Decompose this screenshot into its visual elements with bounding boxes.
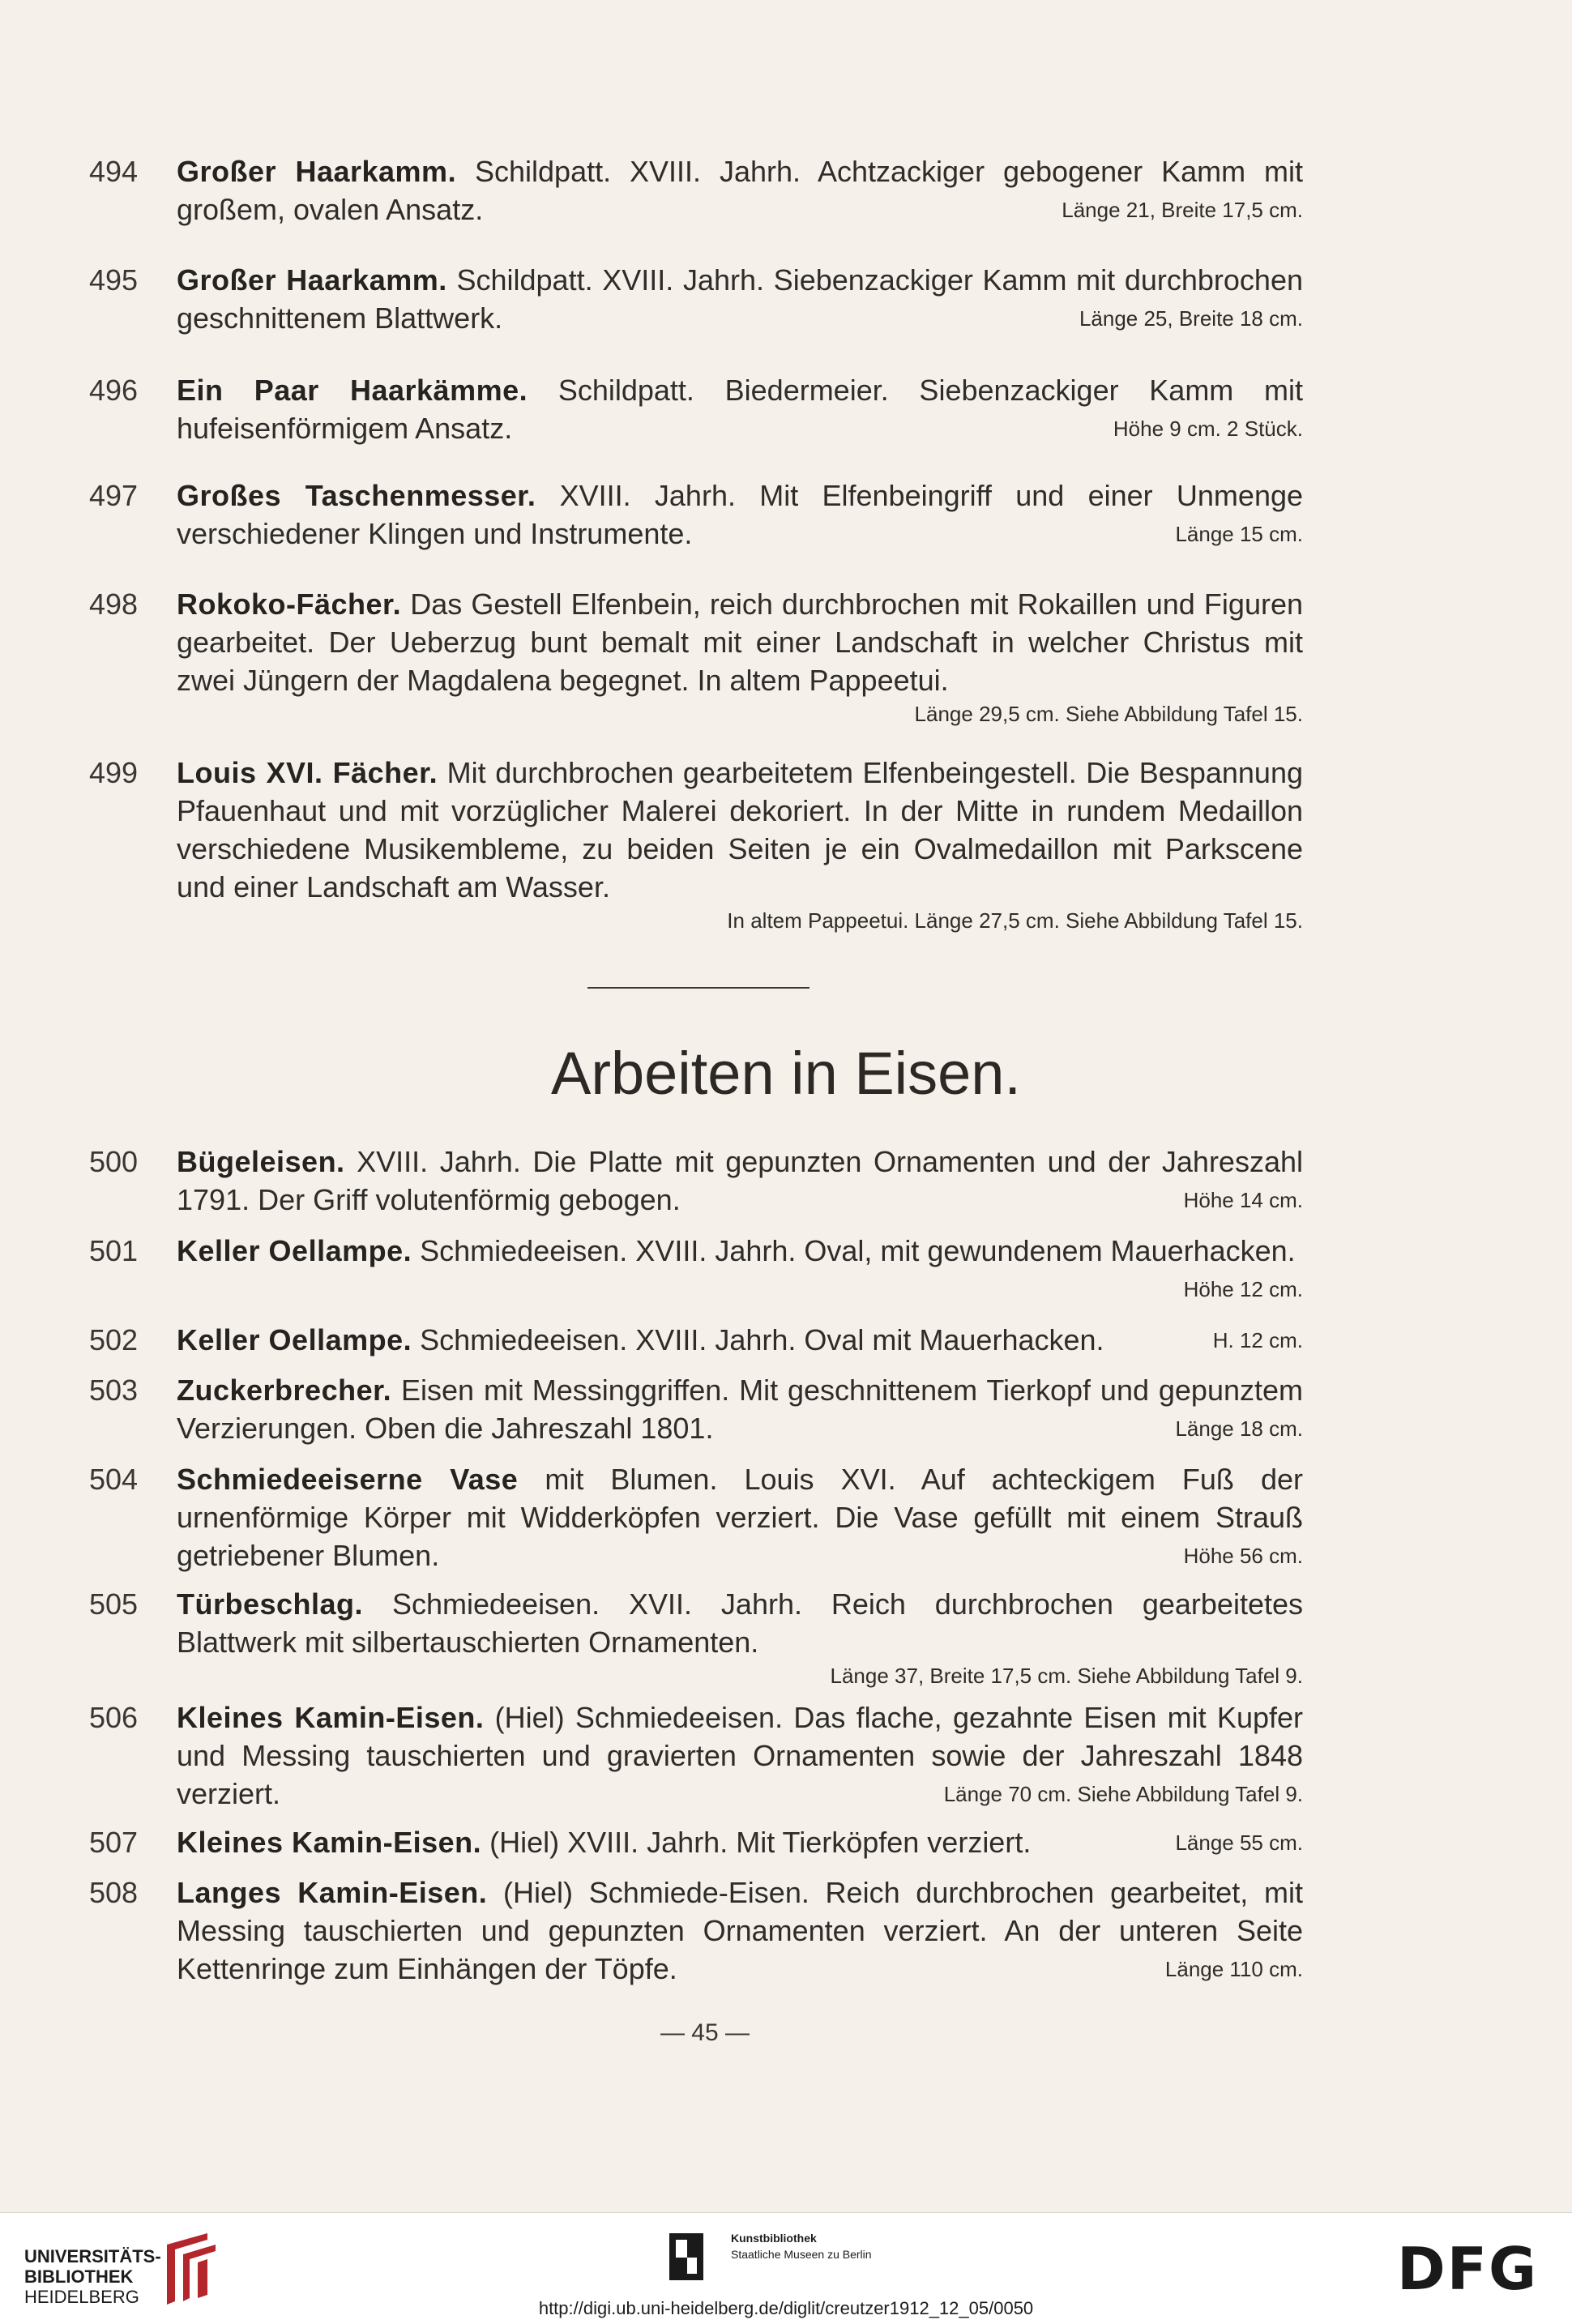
catalog-entry-498 [89, 585, 1305, 730]
catalog-entry-507 [89, 1823, 1305, 1861]
entry-measure: Länge 21, Breite 17,5 cm. [1062, 198, 1303, 222]
entry-title: Kleines Kamin-Eisen. [177, 1701, 485, 1734]
ub-logo-line: HEIDELBERG [24, 2287, 139, 2307]
ub-logo-line: UNIVERSITÄTS- [24, 2246, 161, 2266]
entry-text: XVIII. Jahrh. Mit Elfenbeingriff und einer Unmenge verschiedener Klingen und Instrumente. [177, 479, 1304, 550]
entry-text: Mit durchbrochen gearbeitetem Elfenbeingestell. Die Bespannung Pfauenhaut und mit vorzüglicher Malerei dekoriert. In der Mitte in rundem Medaillon verschiedene Musikembleme, zu beiden Seiten je ein Ovalmedaillon mit Parkscene und einer Landschaft am Wasser. [177, 756, 1303, 904]
entry-body [177, 1143, 1303, 1219]
entry-number: 497 [89, 479, 139, 512]
entry-number: 506 [89, 1701, 139, 1734]
catalog-entry-504 [89, 1460, 1305, 1574]
entry-number: 495 [89, 263, 139, 297]
entry-title: Kleines Kamin-Eisen. [177, 1826, 482, 1859]
entry-measure: In altem Pappeetui. Länge 27,5 cm. Siehe Abbildung Tafel 15. [727, 908, 1303, 933]
entry-number: 502 [89, 1323, 139, 1356]
entry-number: 499 [89, 756, 139, 789]
entry-text: Schmiedeeisen. XVII. Jahrh. Reich durchbrochen gearbeitetes Blattwerk mit silbertauschierten Ornamenten. [177, 1587, 1303, 1659]
entry-body [177, 1823, 1303, 1861]
entry-title: Keller Oellampe. [177, 1323, 412, 1356]
entry-text: (Hiel) Schmiedeeisen. Das flache, gezahnte Eisen mit Kupfer und Messing tauschierten und gravierten Ornamenten sowie der Jahreszahl 1848 verziert. [177, 1701, 1303, 1810]
entry-number: 505 [89, 1587, 139, 1621]
entry-number: 501 [89, 1234, 139, 1267]
entry-measure: Höhe 9 cm. 2 Stück. [1113, 417, 1303, 441]
entry-title: Rokoko-Fächer. [177, 587, 402, 621]
entry-title: Keller Oellampe. [177, 1234, 412, 1267]
entry-measure: Höhe 14 cm. [1183, 1188, 1303, 1212]
section-title: Arbeiten in Eisen. [550, 1040, 1021, 1107]
entry-body [177, 1232, 1303, 1301]
entry-title: Türbeschlag. [177, 1587, 364, 1621]
entry-body [177, 476, 1303, 553]
catalog-entry-501 [89, 1232, 1305, 1305]
catalog-entry-508 [89, 1873, 1305, 1988]
entry-measure: Länge 55 cm. [1175, 1831, 1303, 1855]
kb-label-line: Kunstbibliothek [731, 2232, 817, 2245]
entry-text: Schildpatt. XVIII. Jahrh. Siebenzackiger Kamm mit durchbrochen geschnittenem Blattwerk. [177, 263, 1303, 335]
entry-measure: Länge 110 cm. [1164, 1957, 1303, 1981]
entry-text: Schmiedeeisen. XVIII. Jahrh. Oval, mit gewundenem Mauerhacken. [412, 1234, 1296, 1267]
entry-number: 504 [89, 1463, 139, 1496]
entry-number: 507 [89, 1826, 139, 1859]
kunstbibliothek-logo-icon [669, 2233, 703, 2280]
entry-text: (Hiel) XVIII. Jahrh. Mit Tierköpfen verziert. [481, 1826, 1032, 1859]
catalog-entry-502 [89, 1321, 1305, 1359]
entry-text: Eisen mit Messinggriffen. Mit geschnittenem Tierkopf und gepunztem Verzierungen. Oben die Jahreszahl 1801. [177, 1373, 1303, 1445]
entry-body [177, 1698, 1303, 1813]
catalog-entry-503 [89, 1371, 1305, 1447]
entry-body [177, 1585, 1303, 1692]
entry-title: Schmiedeeiserne Vase [177, 1463, 519, 1496]
entry-body [177, 585, 1303, 730]
entry-text: (Hiel) Schmiede-Eisen. Reich durchbrochen gearbeitet, mit Messing tauschierten und gepunzten Ornamenten verziert. An der unteren Seite Kettenringe zum Einhängen der Töpfe. [177, 1876, 1303, 1985]
dfg-logo[interactable]: DFG [1397, 2235, 1539, 2303]
kunstbibliothek-label[interactable] [731, 2230, 872, 2262]
entry-text: Schildpatt. XVIII. Jahrh. Achtzackiger gebogener Kamm mit großem, ovalen Ansatz. [177, 155, 1304, 226]
entry-title: Langes Kamin-Eisen. [177, 1876, 488, 1909]
entry-body [177, 152, 1303, 229]
entry-measure: Länge 70 cm. Siehe Abbildung Tafel 9. [943, 1782, 1303, 1806]
entry-measure: Länge 15 cm. [1175, 522, 1303, 546]
entry-title: Großer Haarkamm. [177, 155, 457, 188]
entry-title: Bügeleisen. [177, 1145, 345, 1178]
catalog-entry-494 [89, 152, 1305, 229]
entry-measure: Länge 25, Breite 18 cm. [1079, 306, 1303, 331]
catalog-entry-496 [89, 371, 1305, 447]
entry-number: 503 [89, 1373, 139, 1407]
entry-title: Zuckerbrecher. [177, 1373, 392, 1407]
section-divider [587, 987, 809, 989]
entry-measure: Höhe 56 cm. [1183, 1544, 1303, 1568]
entry-number: 498 [89, 587, 139, 621]
entry-text: XVIII. Jahrh. Die Platte mit gepunzten Ornamenten und der Jahreszahl 1791. Der Griff volutenförmig gebogen. [177, 1145, 1303, 1216]
entry-title: Ein Paar Haarkämme. [177, 374, 528, 407]
entry-body [177, 371, 1303, 447]
entry-body [177, 754, 1303, 937]
entry-number: 494 [89, 155, 139, 188]
ub-logo-line: BIBLIOTHEK [24, 2266, 134, 2287]
ub-heidelberg-mark-icon [159, 2230, 222, 2308]
entry-body [177, 261, 1303, 337]
catalog-entry-506 [89, 1698, 1305, 1813]
entry-measure: Länge 18 cm. [1175, 1416, 1303, 1441]
entry-body [177, 1371, 1303, 1447]
entry-measure: H. 12 cm. [1212, 1328, 1303, 1352]
entry-number: 500 [89, 1145, 139, 1178]
catalog-entry-497 [89, 476, 1305, 553]
catalog-entry-500 [89, 1143, 1305, 1219]
entry-measure: Höhe 12 cm. [1183, 1277, 1303, 1301]
entry-title: Louis XVI. Fächer. [177, 756, 438, 789]
entry-body [177, 1321, 1303, 1359]
catalog-entry-495 [89, 261, 1305, 337]
kb-label-line: Staatliche Museen zu Berlin [731, 2248, 872, 2261]
entry-measure: Länge 37, Breite 17,5 cm. Siehe Abbildung Tafel 9. [830, 1664, 1303, 1688]
page-number: — 45 — [660, 2019, 750, 2046]
entry-text: Schildpatt. Biedermeier. Siebenzackiger Kamm mit hufeisenförmigem Ansatz. [177, 374, 1303, 445]
entry-text: mit Blumen. Louis XVI. Auf achteckigem Fuß der urnenförmige Körper mit Widderköpfen verziert. Die Vase gefüllt mit einem Strauß getriebener Blumen. [177, 1463, 1303, 1572]
entry-number: 496 [89, 374, 139, 407]
entry-text: Schmiedeeisen. XVIII. Jahrh. Oval mit Mauerhacken. [412, 1323, 1104, 1356]
catalog-entry-505 [89, 1585, 1305, 1692]
entry-number: 508 [89, 1876, 139, 1909]
catalog-entry-499 [89, 754, 1305, 937]
entry-body [177, 1460, 1303, 1574]
entry-title: Großes Taschenmesser. [177, 479, 536, 512]
entry-body [177, 1873, 1303, 1988]
source-url-link[interactable]: http://digi.ub.uni-heidelberg.de/diglit/creutzer1912_12_05/0050 [538, 2298, 1034, 2318]
entry-text: Das Gestell Elfenbein, reich durchbrochen mit Rokaillen und Figuren gearbeitet. Der Ueberzug bunt bemalt mit einer Landschaft in welcher Christus mit zwei Jüngern der Magdalena begegnet. In altem Pappeetui. [177, 587, 1303, 697]
entry-title: Großer Haarkamm. [177, 263, 447, 297]
entry-measure: Länge 29,5 cm. Siehe Abbildung Tafel 15. [914, 702, 1303, 726]
